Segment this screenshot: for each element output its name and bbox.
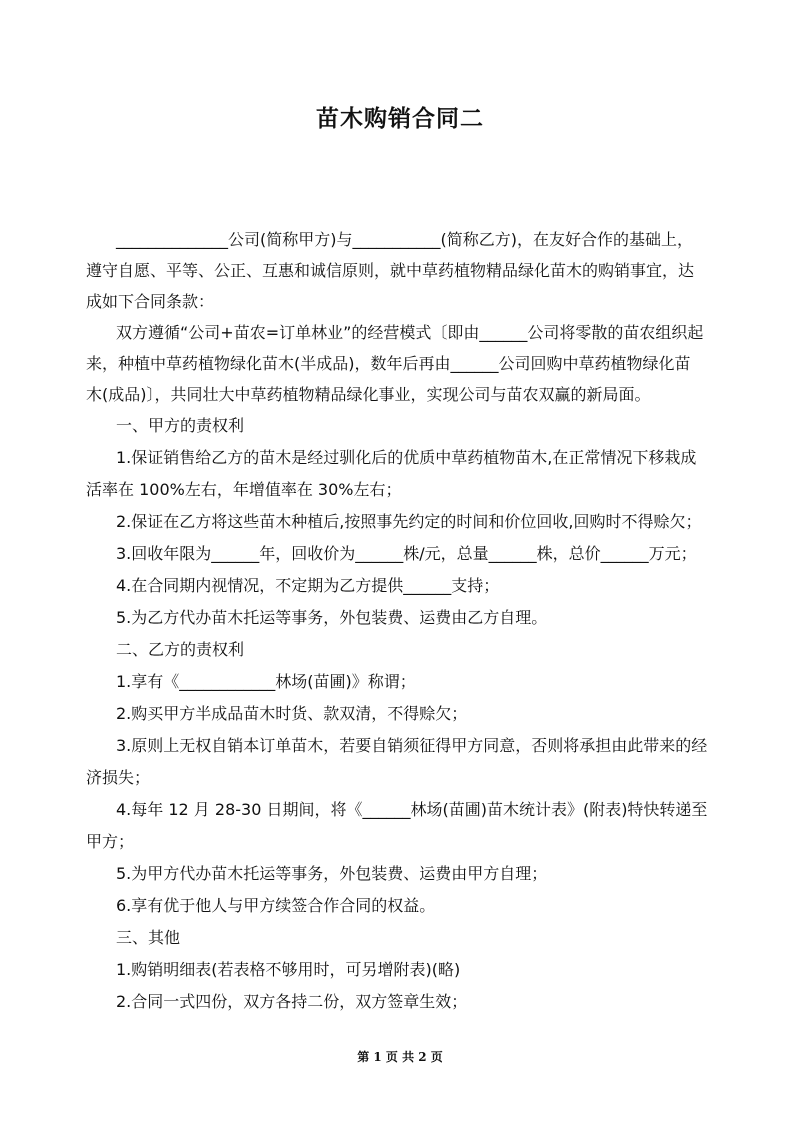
clause-line: 3.原则上无权自销本订单苗木，若要自销须征得甲方同意，否则将承担由此带来的经	[116, 736, 708, 755]
page-number: 第 1 页 共 2 页	[357, 1050, 443, 1064]
clause-line: 2.购买甲方半成品苗木时货、款双清，不得赊欠；	[116, 704, 468, 723]
clause-line: 甲方；	[86, 832, 135, 851]
clause-line: 5.为乙方代办苗木托运等事务，外包装费、运费由乙方自理。	[116, 608, 548, 627]
paragraph-line: 来，种植中草药植物绿化苗木(半成品)，数年后再由______公司回购中草药植物绿化苗	[86, 354, 691, 373]
clause-line: 4.每年 12 月 28-30 日期间，将《______林场(苗圃)苗木统计表》(附表)特快转递至	[116, 800, 708, 819]
clause-line: 2.保证在乙方将这些苗木种植后,按照事先约定的时间和价位回收,回购时不得赊欠；	[116, 512, 702, 531]
page-title: 苗木购销合同二	[316, 106, 484, 132]
clause-line: 2.合同一式四份，双方各持二份，双方签章生效；	[116, 992, 468, 1011]
section-heading: 一、甲方的责权利	[116, 416, 245, 435]
paragraph-line: 成如下合同条款：	[86, 292, 215, 311]
paragraph-line: ______________公司(简称甲方)与___________(简称乙方)，在友好合作的基础上，	[116, 230, 693, 249]
clause-line: 3.回收年限为______年，回收价为______株/元，总量______株，总价______万元；	[116, 544, 697, 563]
clause-line: 1.享有《____________林场(苗圃)》称谓；	[116, 672, 416, 691]
paragraph-line: 木(成品)〕，共同壮大中草药植物精品绿化事业，实现公司与苗农双赢的新局面。	[86, 385, 651, 404]
clause-line: 1.保证销售给乙方的苗木是经过驯化后的优质中草药植物苗木,在正常情况下移栽成	[116, 448, 697, 467]
section-heading: 二、乙方的责权利	[116, 640, 245, 659]
paragraph-line: 遵守自愿、平等、公正、互惠和诚信原则，就中草药植物精品绿化苗木的购销事宜，达	[86, 261, 695, 280]
clause-line: 6.享有优于他人与甲方续签合作合同的权益。	[116, 896, 436, 915]
clause-line: 4.在合同期内视情况，不定期为乙方提供______支持；	[116, 576, 500, 595]
clause-line: 济损失；	[86, 768, 151, 787]
paragraph-line: 双方遵循“公司+苗农=订单林业”的经营模式〔即由______公司将零散的苗农组织起	[116, 323, 704, 342]
clause-line: 1.购销明细表(若表格不够用时，可另增附表)(略)	[116, 960, 461, 979]
section-heading: 三、其他	[116, 928, 181, 947]
clause-line: 5.为甲方代办苗木托运等事务，外包装费、运费由甲方自理；	[116, 864, 548, 883]
clause-line: 活率在 100%左右，年增值率在 30%左右；	[86, 480, 402, 499]
